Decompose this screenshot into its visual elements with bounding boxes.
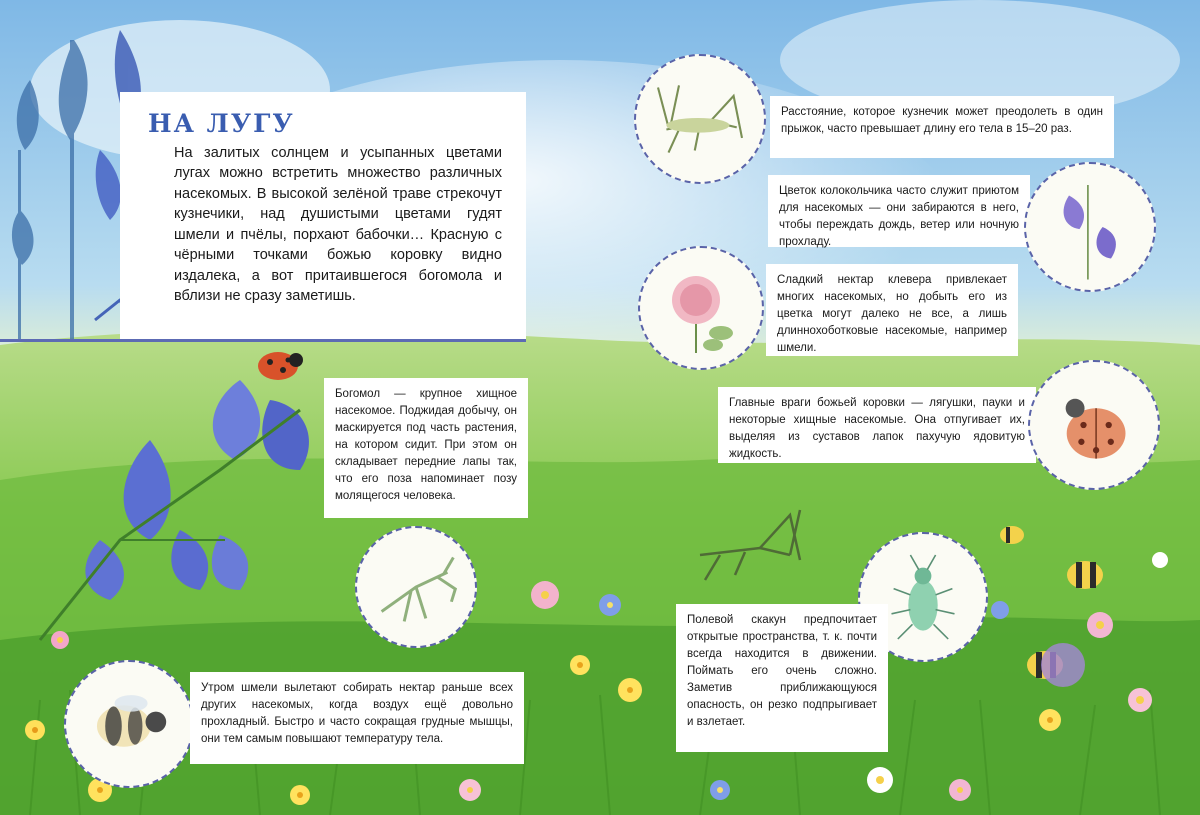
clover-icon bbox=[640, 248, 762, 368]
bellflower-fact: Цветок колокольчика часто служит приютом для насекомых — они забираются в него, чтобы переждать дождь, ветер или ночную прохладу. bbox=[768, 175, 1030, 247]
mantis-circle bbox=[355, 526, 477, 648]
clover-circle bbox=[638, 246, 764, 370]
intro-box bbox=[120, 92, 526, 342]
mantis-fact: Богомол — крупное хищное насекомое. Поджидая добычу, он маскируется под часть растения, на котором сидит. При этом он складывает передние лапы так, что его поза напоминает позу молящегося человека. bbox=[324, 378, 528, 518]
intro-text: На залитых солнцем и усыпанных цветами лугах можно встретить множество различных насекомых. В высокой зелёной траве стрекочут кузнечики, над душистыми цветами гудят шмели и пчёлы, порхают бабочки… Красную с чёрными точками божью коровку видно издалека, а вот притаившегося богомола и вблизи не сразу заметишь. bbox=[174, 144, 502, 304]
bumblebee-icon bbox=[66, 662, 192, 786]
bellflower-circle bbox=[1024, 162, 1156, 292]
grasshopper-icon bbox=[636, 56, 764, 182]
clover-fact: Сладкий нектар клевера привлекает многих насекомых, но добыть его из цветка могут далеко не все, а лишь длиннохоботковые насекомые, например шмели. bbox=[766, 264, 1018, 356]
grasshopper-circle bbox=[634, 54, 766, 184]
bumblebee-fact: Утром шмели вылетают собирать нектар раньше всех других насекомых, когда воздух ещё довольно прохладный. Быстро и часто сокращая грудные мышцы, они тем самым повышают температуру тела. bbox=[190, 672, 524, 764]
mantis-icon bbox=[357, 528, 475, 646]
ladybug-fact: Главные враги божьей коровки — лягушки, пауки и некоторые хищные насекомые. Она отпугивает их, выделяя из суставов лапок пахучую ядовитую жидкость. bbox=[718, 387, 1036, 463]
tiger-beetle-fact: Полевой скакун предпочитает открытые пространства, т. к. почти всегда находится в движении. Поймать его очень сложно. Заметив приближающуюся опасность, он резко подпрыгивает и взлетает. bbox=[676, 604, 888, 752]
grasshopper-fact: Расстояние, которое кузнечик может преодолеть в один прыжок, часто превышает длину его тела в 15–20 раз. bbox=[770, 96, 1114, 158]
bumblebee-circle bbox=[64, 660, 194, 788]
page-title: НА ЛУГУ bbox=[148, 109, 295, 138]
bellflower-icon bbox=[1026, 164, 1154, 290]
ladybug-icon bbox=[1030, 362, 1158, 488]
ladybug-circle bbox=[1028, 360, 1160, 490]
title-underline bbox=[0, 339, 526, 342]
